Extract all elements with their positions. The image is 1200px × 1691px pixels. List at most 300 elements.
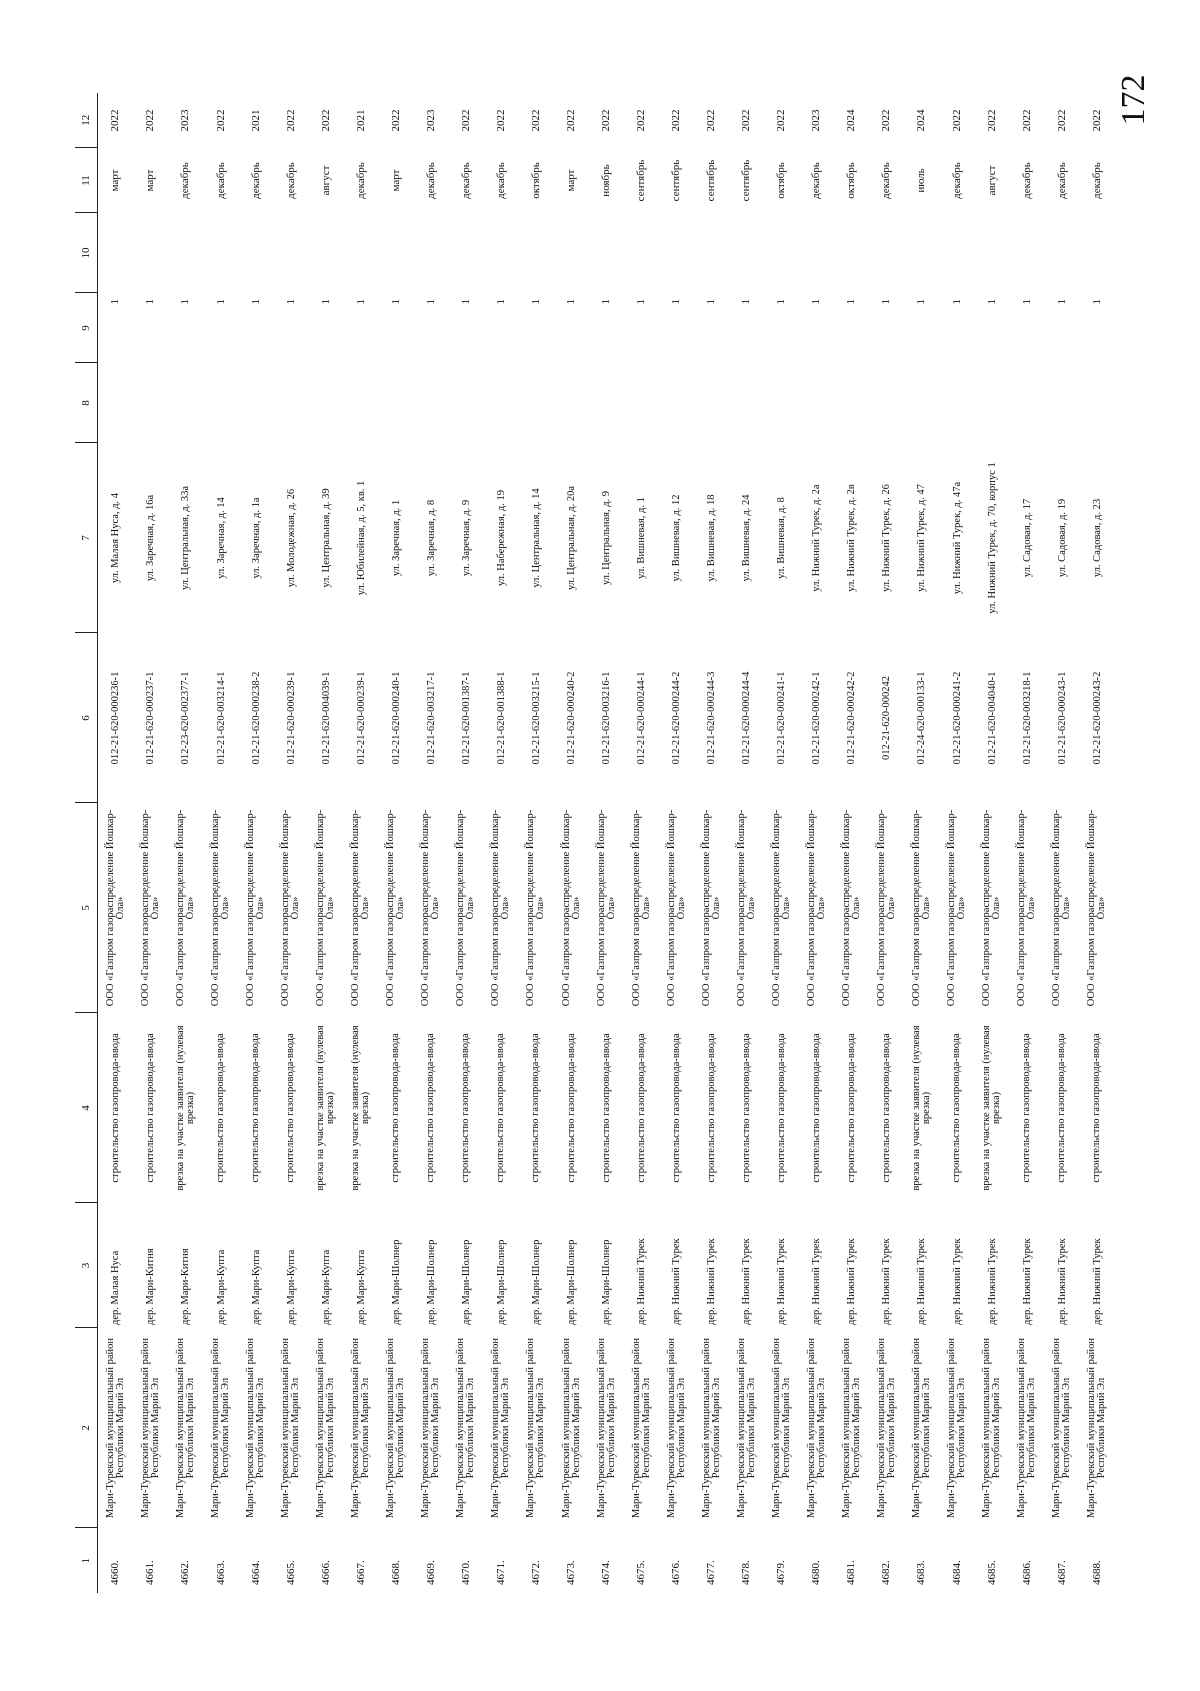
settlement-cell: дер. Нижний Турек [1021, 1238, 1033, 1325]
col-8-value-cell [659, 363, 694, 443]
row-number-cell: 4666. [319, 1560, 332, 1585]
organization-cell: ООО «Газпром газораспределение Йошкар-Ола» [455, 809, 477, 1007]
col-8-value-cell [1010, 363, 1045, 443]
col-10-value-cell [904, 213, 939, 293]
col-10-value-cell [659, 213, 694, 293]
work-type-cell: строительство газопровода-ввода [1056, 1033, 1068, 1183]
col-8-value-cell [834, 363, 869, 443]
application-number-cell: 012-21-620-000242-2 [846, 671, 858, 765]
month-cell: март [109, 169, 122, 192]
application-number-cell: 012-21-620-000237-1 [145, 671, 157, 765]
settlement-cell: дер. Мари-Шолнер [425, 1239, 437, 1325]
month-cell: декабрь [284, 162, 297, 199]
year-cell: 2022 [494, 109, 507, 132]
quantity-cell: 1 [354, 299, 367, 305]
col-8-value-cell [799, 363, 834, 443]
address-cell: ул. Вишневая, д. 8 [776, 497, 788, 579]
application-number-cell: 012-21-620-004040-1 [986, 671, 998, 765]
address-cell: ул. Нижний Турек, д. 47 [916, 484, 928, 592]
col-8-value-cell [274, 363, 309, 443]
work-type-cell: строительство газопровода-ввода [460, 1033, 472, 1183]
table-row [729, 93, 764, 1593]
address-cell: ул. Нижний Турек, д. 2в [846, 484, 858, 592]
address-cell: ул. Заречная, д. 8 [425, 499, 437, 577]
month-cell: декабрь [179, 162, 192, 199]
row-number-cell: 4668. [389, 1560, 402, 1585]
municipal-district-cell: Мари-Турекский муниципальный район Республики Марий Эл [630, 1338, 652, 1518]
year-cell: 2022 [214, 109, 227, 132]
address-cell: ул. Центральная, д. 33а [180, 486, 192, 591]
col-8-value-cell [239, 363, 274, 443]
col-10-value-cell [624, 213, 659, 293]
quantity-cell: 1 [1020, 299, 1033, 305]
address-cell: ул. Нижний Турек, д. 26 [881, 484, 893, 592]
month-cell: сентябрь [635, 159, 648, 202]
quantity-cell: 1 [810, 299, 823, 305]
settlement-cell: дер. Нижний Турек [951, 1238, 963, 1325]
quantity-cell: 1 [950, 299, 963, 305]
year-cell: 2022 [1055, 109, 1068, 132]
municipal-district-cell: Мари-Турекский муниципальный район Республики Марий Эл [245, 1338, 267, 1518]
month-cell: декабрь [880, 162, 893, 199]
municipal-district-cell: Мари-Турекский муниципальный район Республики Марий Эл [805, 1338, 827, 1518]
address-cell: ул. Вишневая, д. 18 [706, 494, 718, 582]
row-number-cell: 4678. [740, 1560, 753, 1585]
address-cell: ул. Центральная, д. 14 [530, 488, 542, 588]
settlement-cell: дер. Мари-Купта [215, 1249, 227, 1325]
work-type-cell: строительство газопровода-ввода [880, 1033, 892, 1183]
row-number-cell: 4686. [1020, 1560, 1033, 1585]
table-row [799, 93, 834, 1593]
work-type-cell: строительство газопровода-ввода [951, 1033, 963, 1183]
address-cell: ул. Малая Нуса, д. 4 [110, 492, 122, 584]
quantity-cell: 1 [529, 299, 542, 305]
col-10-value-cell [834, 213, 869, 293]
rotated-table-container [75, 93, 1115, 1593]
address-cell: ул. Центральная, д. 39 [320, 488, 332, 588]
settlement-cell: дер. Нижний Турек [636, 1238, 648, 1325]
organization-cell: ООО «Газпром газораспределение Йошкар-Ола» [210, 809, 232, 1007]
work-type-cell: строительство газопровода-ввода [109, 1033, 121, 1183]
column-number-5: 5 [75, 803, 98, 1013]
table-row [484, 93, 519, 1593]
work-type-cell: строительство газопровода-ввода [530, 1033, 542, 1183]
year-cell: 2023 [810, 109, 823, 132]
year-cell: 2022 [985, 109, 998, 132]
table-body [98, 93, 1116, 1593]
col-10-value-cell [975, 213, 1010, 293]
column-number-12: 12 [75, 93, 98, 148]
month-cell: сентябрь [670, 159, 683, 202]
column-number-9: 9 [75, 293, 98, 363]
col-8-value-cell [204, 363, 239, 443]
address-cell: ул. Вишневая, д. 1 [636, 497, 648, 579]
month-cell: октябрь [775, 162, 788, 199]
table-row [940, 93, 975, 1593]
organization-cell: ООО «Газпром газораспределение Йошкар-Ола» [1051, 809, 1073, 1007]
col-8-value-cell [554, 363, 589, 443]
year-cell: 2022 [389, 109, 402, 132]
municipal-district-cell: Мари-Турекский муниципальный район Республики Марий Эл [1016, 1338, 1038, 1518]
address-cell: ул. Садовая, д. 17 [1021, 498, 1033, 578]
quantity-cell: 1 [389, 299, 402, 305]
row-number-cell: 4688. [1090, 1560, 1103, 1585]
application-number-cell: 012-21-620-000244-3 [706, 671, 718, 765]
municipal-district-cell: Мари-Турекский муниципальный район Республики Марий Эл [840, 1338, 862, 1518]
table-row [519, 93, 554, 1593]
row-number-cell: 4662. [179, 1560, 192, 1585]
year-cell: 2022 [670, 109, 683, 132]
year-cell: 2024 [845, 109, 858, 132]
application-number-cell: 012-21-620-000243-2 [1091, 671, 1103, 765]
col-10-value-cell [519, 213, 554, 293]
month-cell: декабрь [1090, 162, 1103, 199]
application-number-cell: 012-21-620-000244-4 [741, 671, 753, 765]
application-number-cell: 012-24-620-000133-1 [916, 671, 928, 765]
municipal-district-cell: Мари-Турекский муниципальный район Республики Марий Эл [490, 1338, 512, 1518]
work-type-cell: врезка на участке заявителя (нулевая врезка) [174, 1025, 196, 1191]
col-10-value-cell [940, 213, 975, 293]
municipal-district-cell: Мари-Турекский муниципальный район Республики Марий Эл [350, 1338, 372, 1518]
col-8-value-cell [168, 363, 203, 443]
address-cell: ул. Набережная, д. 19 [495, 490, 507, 587]
address-cell: ул. Заречная, д. 9 [460, 499, 472, 577]
row-number-cell: 4677. [705, 1560, 718, 1585]
table-row [274, 93, 309, 1593]
work-type-cell: строительство газопровода-ввода [740, 1033, 752, 1183]
organization-cell: ООО «Газпром газораспределение Йошкар-Ола» [104, 809, 126, 1007]
work-type-cell: врезка на участке заявителя (нулевая врезка) [910, 1025, 932, 1191]
month-cell: март [565, 169, 577, 192]
col-10-value-cell [168, 213, 203, 293]
work-type-cell: строительство газопровода-ввода [390, 1033, 402, 1183]
settlement-cell: дер. Мари-Шолнер [601, 1239, 613, 1325]
column-number-3: 3 [75, 1203, 98, 1328]
quantity-cell: 1 [565, 299, 577, 305]
col-8-value-cell [729, 363, 764, 443]
quantity-cell: 1 [459, 299, 472, 305]
table-row [1045, 93, 1080, 1593]
organization-cell: ООО «Газпром газораспределение Йошкар-Ола» [139, 809, 161, 1007]
settlement-cell: дер. Нижний Турек [811, 1238, 823, 1325]
row-number-cell: 4667. [354, 1560, 367, 1585]
row-number-cell: 4674. [600, 1560, 613, 1585]
month-cell: декабрь [424, 162, 437, 199]
table-row [309, 93, 344, 1593]
work-type-cell: строительство газопровода-ввода [215, 1033, 227, 1183]
municipal-district-cell: Мари-Турекский муниципальный район Республики Марий Эл [280, 1338, 302, 1518]
row-number-cell: 4672. [529, 1560, 542, 1585]
table-row [1080, 93, 1115, 1593]
row-number-cell: 4680. [810, 1560, 823, 1585]
organization-cell: ООО «Газпром газораспределение Йошкар-Ола» [981, 809, 1003, 1007]
address-cell: ул. Заречная, д. 14 [215, 497, 227, 579]
year-cell: 2022 [1020, 109, 1033, 132]
quantity-cell: 1 [845, 299, 858, 305]
organization-cell: ООО «Газпром газораспределение Йошкар-Ола» [630, 809, 652, 1007]
col-10-value-cell [133, 213, 168, 293]
application-number-cell: 012-21-620-000240-2 [566, 671, 577, 765]
col-8-value-cell [98, 363, 134, 443]
work-type-cell: строительство газопровода-ввода [600, 1033, 612, 1183]
organization-cell: ООО «Газпром газораспределение Йошкар-Ола» [174, 809, 196, 1007]
row-number-cell: 4673. [565, 1560, 577, 1585]
application-number-cell: 012-21-620-000238-2 [250, 671, 262, 765]
municipal-district-cell: Мари-Турекский муниципальный район Республики Марий Эл [525, 1338, 547, 1518]
address-cell: ул. Нижний Турек, д. 70, корпус 1 [986, 462, 998, 614]
col-10-value-cell [484, 213, 519, 293]
col-10-value-cell [309, 213, 344, 293]
month-cell: декабрь [354, 162, 367, 199]
municipal-district-cell: Мари-Турекский муниципальный район Республики Марий Эл [385, 1338, 407, 1518]
table-row [869, 93, 904, 1593]
application-number-cell: 012-21-620-003214-1 [215, 671, 227, 765]
year-cell: 2022 [319, 109, 332, 132]
address-cell: ул. Юбилейная, д. 5, кв. 1 [355, 480, 367, 596]
column-number-8: 8 [75, 363, 98, 443]
col-10-value-cell [204, 213, 239, 293]
settlement-cell: дер. Мари-Китня [180, 1248, 192, 1325]
application-number-cell: 012-21-620-001388-1 [495, 671, 507, 765]
application-number-cell: 012-21-620-000240-1 [390, 671, 402, 765]
col-10-value-cell [1010, 213, 1045, 293]
organization-cell: ООО «Газпром газораспределение Йошкар-Ола» [245, 809, 267, 1007]
address-cell: ул. Садовая, д. 23 [1091, 498, 1103, 578]
month-cell: декабрь [459, 162, 472, 199]
application-number-cell: 012-21-620-003217-1 [425, 671, 437, 765]
month-cell: декабрь [249, 162, 262, 199]
row-number-cell: 4679. [775, 1560, 788, 1585]
work-type-cell: врезка на участке заявителя (нулевая врезка) [981, 1025, 1003, 1191]
col-10-value-cell [589, 213, 624, 293]
month-cell: декабрь [494, 162, 507, 199]
col-8-value-cell [1045, 363, 1080, 443]
municipal-district-cell: Мари-Турекский муниципальный район Республики Марий Эл [420, 1338, 442, 1518]
application-number-cell: 012-21-620-000241-2 [951, 671, 963, 765]
organization-cell: ООО «Газпром газораспределение Йошкар-Ола» [385, 809, 407, 1007]
table-row [98, 93, 134, 1593]
col-10-value-cell [729, 213, 764, 293]
month-cell: июль [915, 168, 928, 193]
organization-cell: ООО «Газпром газораспределение Йошкар-Ола» [1016, 809, 1038, 1007]
month-cell: сентябрь [705, 159, 718, 202]
year-cell: 2023 [179, 109, 192, 132]
municipal-district-cell: Мари-Турекский муниципальный район Республики Марий Эл [700, 1338, 722, 1518]
work-type-cell: строительство газопровода-ввода [635, 1033, 647, 1183]
work-type-cell: строительство газопровода-ввода [1021, 1033, 1033, 1183]
settlement-cell: дер. Нижний Турек [776, 1238, 788, 1325]
quantity-cell: 1 [1055, 299, 1068, 305]
settlement-cell: дер. Нижний Турек [916, 1238, 928, 1325]
address-cell: ул. Вишневая, д. 24 [741, 494, 753, 582]
column-number-7: 7 [75, 443, 98, 633]
organization-cell: ООО «Газпром газораспределение Йошкар-Ола» [350, 809, 372, 1007]
municipal-district-cell: Мари-Турекский муниципальный район Республики Марий Эл [104, 1338, 126, 1518]
year-cell: 2021 [354, 109, 367, 132]
application-number-cell: 012-21-620-000244-2 [671, 671, 683, 765]
municipal-district-cell: Мари-Турекский муниципальный район Республики Марий Эл [875, 1338, 897, 1518]
work-type-cell: врезка на участке заявителя (нулевая врезка) [315, 1025, 337, 1191]
col-8-value-cell [904, 363, 939, 443]
table-row [414, 93, 449, 1593]
table-row [239, 93, 274, 1593]
quantity-cell: 1 [880, 299, 893, 305]
settlement-cell: дер. Мари-Шолнер [530, 1239, 542, 1325]
col-10-value-cell [449, 213, 484, 293]
settlement-cell: дер. Малая Нуса [110, 1250, 122, 1325]
quantity-cell: 1 [670, 299, 683, 305]
work-type-cell: строительство газопровода-ввода [144, 1033, 156, 1183]
address-cell: ул. Садовая, д. 19 [1056, 498, 1068, 578]
table-row [168, 93, 203, 1593]
month-cell: декабрь [1055, 162, 1068, 199]
address-cell: ул. Нижний Турек, д. 47а [951, 481, 963, 595]
municipal-district-cell: Мари-Турекский муниципальный район Республики Марий Эл [174, 1338, 196, 1518]
settlement-cell: дер. Мари-Шолнер [460, 1239, 472, 1325]
month-cell: март [389, 169, 402, 192]
quantity-cell: 1 [214, 299, 227, 305]
month-cell: март [144, 169, 157, 192]
col-10-value-cell [764, 213, 799, 293]
work-type-cell: строительство газопровода-ввода [495, 1033, 507, 1183]
organization-cell: ООО «Газпром газораспределение Йошкар-Ола» [490, 809, 512, 1007]
quantity-cell: 1 [424, 299, 437, 305]
table-row [589, 93, 624, 1593]
settlement-cell: дер. Нижний Турек [741, 1238, 753, 1325]
organization-cell: ООО «Газпром газораспределение Йошкар-Ола» [700, 809, 722, 1007]
table-row [133, 93, 168, 1593]
work-type-cell: строительство газопровода-ввода [565, 1033, 577, 1183]
organization-cell: ООО «Газпром газораспределение Йошкар-Ола» [946, 809, 968, 1007]
quantity-cell: 1 [635, 299, 648, 305]
organization-cell: ООО «Газпром газораспределение Йошкар-Ола» [840, 809, 862, 1007]
address-cell: ул. Вишневая, д. 12 [671, 494, 683, 582]
col-10-value-cell [694, 213, 729, 293]
table-row [554, 93, 589, 1593]
application-number-cell: 012-21-620-000241-1 [776, 671, 788, 765]
year-cell: 2022 [109, 109, 122, 132]
row-number-cell: 4663. [214, 1560, 227, 1585]
municipal-district-cell: Мари-Турекский муниципальный район Республики Марий Эл [595, 1338, 617, 1518]
table-row [379, 93, 414, 1593]
settlement-cell: дер. Мари-Китня [145, 1248, 157, 1325]
col-8-value-cell [975, 363, 1010, 443]
row-number-cell: 4682. [880, 1560, 893, 1585]
application-number-cell: 012-21-620-000242 [881, 676, 893, 760]
month-cell: ноябрь [600, 164, 613, 197]
column-number-2: 2 [75, 1328, 98, 1528]
address-cell: ул. Заречная, д. 1 [390, 499, 402, 577]
application-number-cell: 012-21-620-000239-1 [355, 671, 367, 765]
year-cell: 2024 [915, 109, 928, 132]
address-cell: ул. Заречная, д. 1а [250, 497, 262, 579]
municipal-district-cell: Мари-Турекский муниципальный район Республики Марий Эл [1051, 1338, 1073, 1518]
quantity-cell: 1 [319, 299, 332, 305]
month-cell: август [319, 165, 332, 196]
year-cell: 2022 [635, 109, 648, 132]
municipal-district-cell: Мари-Турекский муниципальный район Республики Марий Эл [910, 1338, 932, 1518]
settlement-cell: дер. Мари-Купта [320, 1249, 332, 1325]
month-cell: декабрь [1020, 162, 1033, 199]
municipal-district-cell: Мари-Турекский муниципальный район Республики Марий Эл [735, 1338, 757, 1518]
quantity-cell: 1 [705, 299, 718, 305]
quantity-cell: 1 [249, 299, 262, 305]
work-type-cell: строительство газопровода-ввода [425, 1033, 437, 1183]
month-cell: декабрь [214, 162, 227, 199]
address-cell: ул. Нижний Турек, д. 2а [811, 484, 823, 592]
year-cell: 2022 [950, 109, 963, 132]
year-cell: 2023 [424, 109, 437, 132]
organization-cell: ООО «Газпром газораспределение Йошкар-Ола» [525, 809, 547, 1007]
col-10-value-cell [869, 213, 904, 293]
year-cell: 2022 [775, 109, 788, 132]
municipal-district-cell: Мари-Турекский муниципальный район Республики Марий Эл [139, 1338, 161, 1518]
page-number: 172 [1115, 74, 1152, 126]
col-8-value-cell [379, 363, 414, 443]
work-type-cell: строительство газопровода-ввода [775, 1033, 787, 1183]
application-number-cell: 012-21-620-003218-1 [1021, 671, 1033, 765]
application-number-cell: 012-21-620-004039-1 [320, 671, 332, 765]
table-row [624, 93, 659, 1593]
quantity-cell: 1 [740, 299, 753, 305]
organization-cell: ООО «Газпром газораспределение Йошкар-Ола» [280, 809, 302, 1007]
row-number-cell: 4687. [1055, 1560, 1068, 1585]
col-8-value-cell [484, 363, 519, 443]
municipal-district-cell: Мари-Турекский муниципальный район Республики Марий Эл [1086, 1338, 1108, 1518]
column-number-11: 11 [75, 148, 98, 213]
year-cell: 2022 [740, 109, 753, 132]
quantity-cell: 1 [600, 299, 613, 305]
organization-cell: ООО «Газпром газораспределение Йошкар-Ола» [735, 809, 757, 1007]
year-cell: 2022 [144, 109, 157, 132]
organization-cell: ООО «Газпром газораспределение Йошкар-Ола» [315, 809, 337, 1007]
organization-cell: ООО «Газпром газораспределение Йошкар-Ола» [595, 809, 617, 1007]
col-8-value-cell [694, 363, 729, 443]
col-8-value-cell [869, 363, 904, 443]
settlement-cell: дер. Нижний Турек [671, 1238, 683, 1325]
month-cell: сентябрь [740, 159, 753, 202]
organization-cell: ООО «Газпром газораспределение Йошкар-Ола» [665, 809, 687, 1007]
municipal-district-cell: Мари-Турекский муниципальный район Республики Марий Эл [946, 1338, 968, 1518]
month-cell: август [985, 165, 998, 196]
table-row [659, 93, 694, 1593]
municipal-district-cell: Мари-Турекский муниципальный район Республики Марий Эл [315, 1338, 337, 1518]
month-cell: декабрь [950, 162, 963, 199]
work-type-cell: врезка на участке заявителя (нулевая врезка) [350, 1025, 372, 1191]
year-cell: 2022 [705, 109, 718, 132]
settlement-cell: дер. Мари-Шолнер [390, 1239, 402, 1325]
quantity-cell: 1 [494, 299, 507, 305]
table-row [204, 93, 239, 1593]
work-type-cell: строительство газопровода-ввода [1091, 1033, 1103, 1183]
municipal-district-cell: Мари-Турекский муниципальный район Республики Марий Эл [210, 1338, 232, 1518]
settlement-cell: дер. Мари-Шолнер [495, 1239, 507, 1325]
month-cell: октябрь [845, 162, 858, 199]
row-number-cell: 4676. [670, 1560, 683, 1585]
application-number-cell: 012-21-620-003216-1 [601, 671, 613, 765]
table-row [694, 93, 729, 1593]
organization-cell: ООО «Газпром газораспределение Йошкар-Ола» [1086, 809, 1108, 1007]
organization-cell: ООО «Газпром газораспределение Йошкар-Ола» [875, 809, 897, 1007]
row-number-cell: 4670. [459, 1560, 472, 1585]
settlement-cell: дер. Мари-Купта [285, 1249, 297, 1325]
col-10-value-cell [344, 213, 379, 293]
settlement-cell: дер. Мари-Купта [355, 1249, 367, 1325]
row-number-cell: 4681. [845, 1560, 858, 1585]
work-type-cell: строительство газопровода-ввода [810, 1033, 822, 1183]
municipal-district-cell: Мари-Турекский муниципальный район Республики Марий Эл [981, 1338, 1003, 1518]
settlement-cell: дер. Нижний Турек [881, 1238, 893, 1325]
